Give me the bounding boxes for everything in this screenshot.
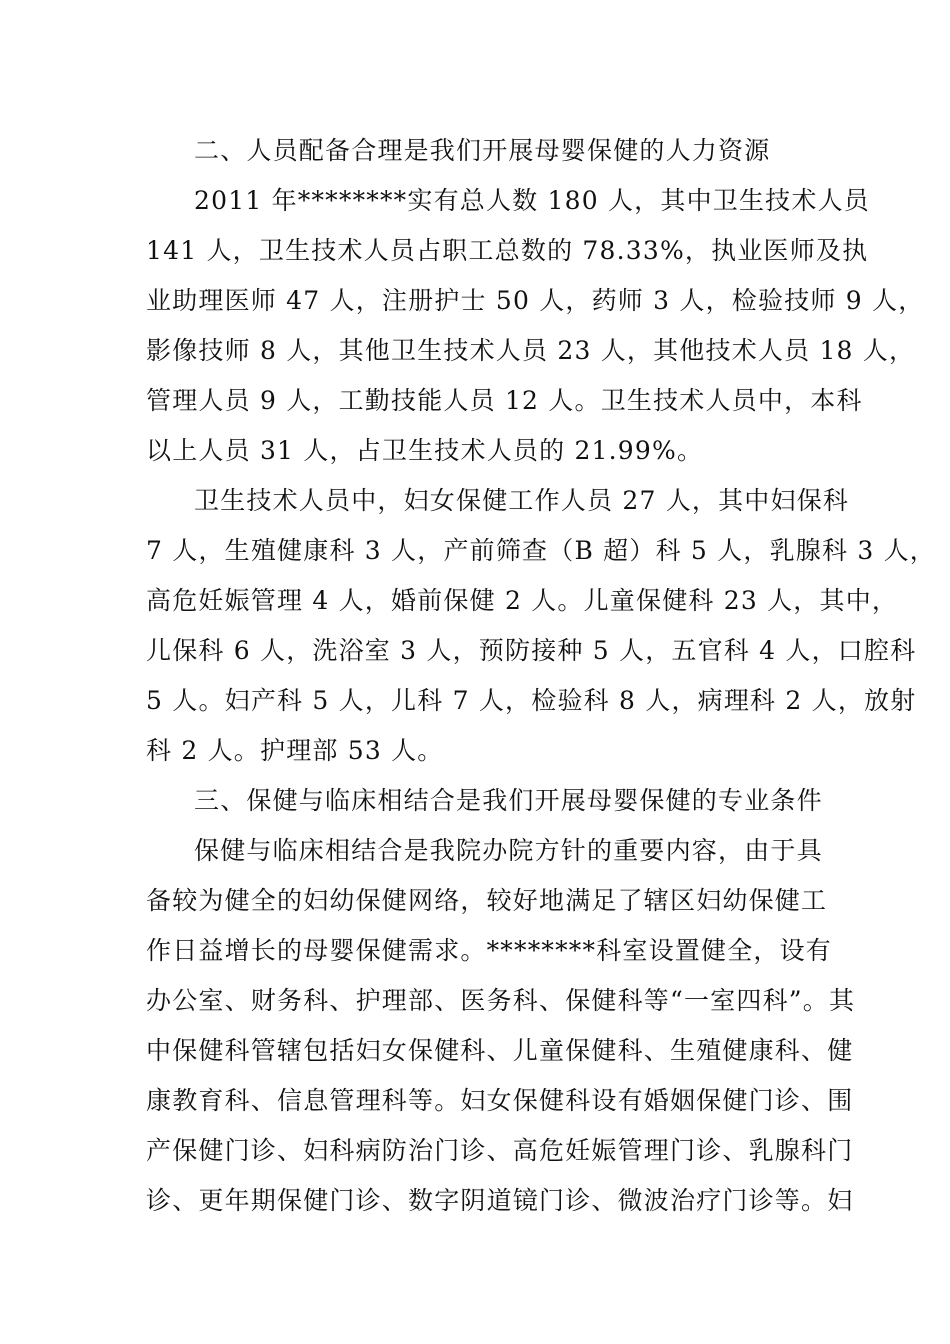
paragraph-line: 141 人，卫生技术人员占职工总数的 78.33%，执业医师及执 — [146, 236, 869, 265]
paragraph-line: 产保健门诊、妇科病防治门诊、高危妊娠管理门诊、乳腺科门 — [146, 1136, 854, 1165]
paragraph-line: 业助理医师 47 人，注册护士 50 人，药师 3 人，检验技师 9 人， — [146, 286, 925, 315]
paragraph-line: 备较为健全的妇幼保健网络，较好地满足了辖区妇幼保健工 — [146, 886, 828, 915]
paragraph-line: 中保健科管辖包括妇女保健科、儿童保健科、生殖健康科、健 — [146, 1036, 854, 1065]
paragraph-line: 康教育科、信息管理科等。妇女保健科设有婚姻保健门诊、围 — [146, 1086, 854, 1115]
paragraph-line: 影像技师 8 人，其他卫生技术人员 23 人，其他技术人员 18 人， — [146, 336, 916, 365]
paragraph-line: 办公室、财务科、护理部、医务科、保健科等“一室四科”。其 — [146, 986, 856, 1015]
paragraph-line: 儿保科 6 人，洗浴室 3 人，预防接种 5 人，五官科 4 人，口腔科 — [146, 636, 917, 665]
paragraph-line: 管理人员 9 人，工勤技能人员 12 人。卫生技术人员中，本科 — [146, 386, 863, 415]
paragraph-line: 以上人员 31 人，占卫生技术人员的 21.99%。 — [146, 436, 704, 465]
paragraph-line: 高危妊娠管理 4 人，婚前保健 2 人。儿童保健科 23 人，其中， — [146, 586, 899, 615]
paragraph-line: 作日益增长的母婴保健需求。********科室设置健全，设有 — [146, 936, 833, 965]
paragraph-line: 诊、更年期保健门诊、数字阴道镜门诊、微波治疗门诊等。妇 — [146, 1186, 854, 1215]
paragraph-line: 科 2 人。护理部 53 人。 — [146, 736, 444, 765]
paragraph-line: 保健与临床相结合是我院办院方针的重要内容，由于具 — [194, 836, 823, 865]
paragraph-line: 7 人，生殖健康科 3 人，产前筛查（B 超）科 5 人，乳腺科 3 人， — [146, 536, 936, 565]
paragraph-line: 2011 年********实有总人数 180 人，其中卫生技术人员 — [194, 186, 870, 215]
section-heading-3: 三、保健与临床相结合是我们开展母婴保健的专业条件 — [194, 786, 823, 815]
section-heading-2: 二、人员配备合理是我们开展母婴保健的人力资源 — [194, 136, 771, 165]
paragraph-line: 卫生技术人员中，妇女保健工作人员 27 人，其中妇保科 — [194, 486, 850, 515]
paragraph-line: 5 人。妇产科 5 人，儿科 7 人，检验科 8 人，病理科 2 人，放射 — [146, 686, 917, 715]
